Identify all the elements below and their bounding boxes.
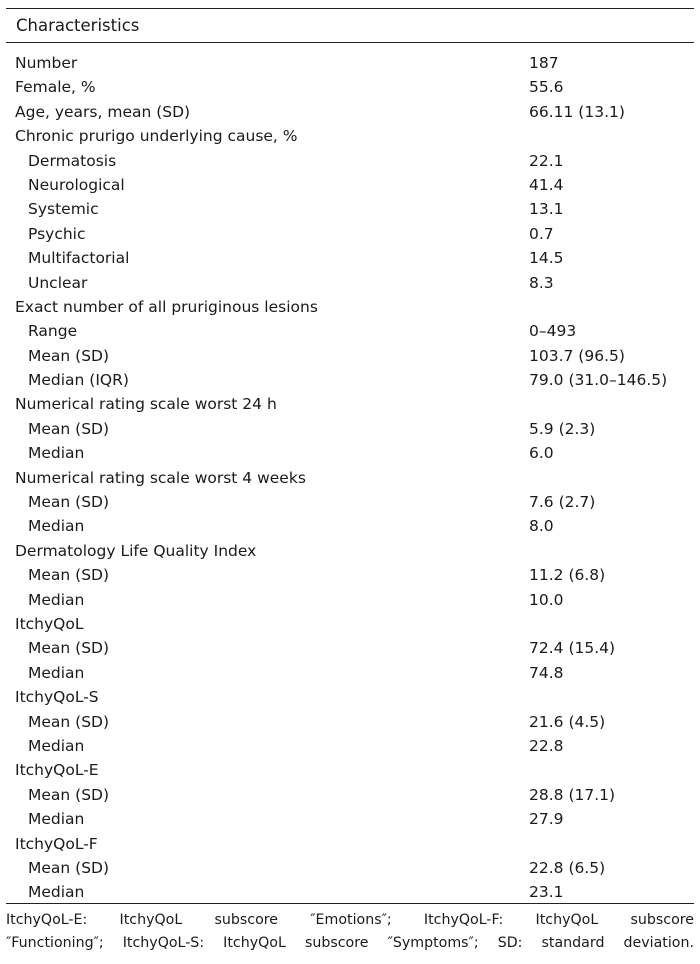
table-body (0, 51, 700, 905)
footnote-line-2: ″Functioning″; ItchyQoL-S: ItchyQoL subscore ″Symptoms″; SD: standard deviation. (6, 935, 694, 951)
table-row (0, 75, 700, 99)
table-row (0, 392, 700, 416)
table-footnote (6, 909, 694, 955)
row-label: Median (28, 444, 85, 463)
row-label: Median (28, 810, 85, 829)
row-label: Systemic (28, 200, 99, 219)
table-row (0, 368, 700, 392)
row-label: Neurological (28, 175, 125, 194)
row-label: Median (28, 590, 85, 609)
row-value: 28.8 (17.1) (529, 785, 616, 804)
row-label: Unclear (28, 273, 88, 292)
row-value: 55.6 (529, 78, 564, 97)
table-row (0, 832, 700, 856)
table-row (0, 880, 700, 904)
table-row (0, 319, 700, 343)
row-value: 21.6 (4.5) (529, 712, 606, 731)
footnote-line-1: ItchyQoL-E: ItchyQoL subscore ″Emotions″; ItchyQoL-F: ItchyQoL subscore (6, 912, 694, 928)
row-label: Number (15, 54, 78, 72)
table-row (0, 856, 700, 880)
table-top-rule (6, 8, 694, 9)
table-row (0, 661, 700, 685)
table-row (0, 197, 700, 221)
table-row (0, 441, 700, 465)
table-row (0, 563, 700, 587)
row-label: ItchyQoL-F (15, 834, 98, 853)
table-bottom-rule (6, 903, 694, 904)
table-row (0, 514, 700, 538)
row-value: 0–493 (529, 322, 577, 341)
table-row (0, 295, 700, 319)
table-row (0, 783, 700, 807)
row-value: 72.4 (15.4) (529, 639, 616, 658)
table-row (0, 417, 700, 441)
table-row (0, 539, 700, 563)
table-row (0, 710, 700, 734)
row-label: Chronic prurigo underlying cause, % (15, 127, 298, 146)
table-row (0, 271, 700, 295)
row-value: 5.9 (2.3) (529, 419, 596, 438)
row-value: 0.7 (529, 224, 554, 243)
row-value: 6.0 (529, 444, 554, 463)
row-label: Median (IQR) (28, 371, 129, 390)
row-label: Median (28, 517, 85, 536)
table-header-characteristics: Characteristics (16, 16, 140, 35)
row-value: 23.1 (529, 883, 564, 902)
row-label: Female, % (15, 78, 96, 97)
table-row (0, 124, 700, 148)
row-label: Mean (SD) (28, 712, 110, 731)
row-label: Exact number of all pruriginous lesions (15, 297, 318, 316)
row-label: Dermatosis (28, 151, 117, 170)
row-label: Mean (SD) (28, 566, 110, 585)
row-value: 66.11 (13.1) (529, 102, 625, 121)
row-label: Median (28, 736, 85, 755)
table-row (0, 51, 700, 75)
row-value: 27.9 (529, 810, 564, 829)
table-row (0, 758, 700, 782)
row-label: Median (28, 883, 85, 902)
row-label: Mean (SD) (28, 858, 110, 877)
row-label: Numerical rating scale worst 24 h (15, 395, 277, 414)
table-row (0, 222, 700, 246)
row-label: Dermatology Life Quality Index (15, 541, 257, 560)
row-value: 8.3 (529, 273, 554, 292)
table-row (0, 490, 700, 514)
row-value: 41.4 (529, 175, 564, 194)
table-row (0, 588, 700, 612)
table-row (0, 685, 700, 709)
table-row (0, 100, 700, 124)
table-row (0, 807, 700, 831)
row-value: 74.8 (529, 663, 564, 682)
row-label: ItchyQoL-E (15, 761, 99, 780)
table-header-rule (6, 42, 694, 43)
row-label: Mean (SD) (28, 419, 110, 438)
row-value: 10.0 (529, 590, 564, 609)
table-row (0, 173, 700, 197)
row-value: 7.6 (2.7) (529, 493, 596, 512)
row-label: Numerical rating scale worst 4 weeks (15, 468, 306, 487)
row-value: 13.1 (529, 200, 564, 219)
row-label: ItchyQoL-S (15, 688, 99, 707)
table-row (0, 734, 700, 758)
row-label: ItchyQoL (15, 614, 84, 633)
row-value: 103.7 (96.5) (529, 346, 625, 365)
table-row (0, 612, 700, 636)
table-row (0, 466, 700, 490)
row-value: 79.0 (31.0–146.5) (529, 371, 668, 390)
row-label: Multifactorial (28, 249, 130, 268)
table-row (0, 149, 700, 173)
table-row (0, 246, 700, 270)
row-label: Psychic (28, 224, 86, 243)
table-row (0, 344, 700, 368)
row-value: 8.0 (529, 517, 554, 536)
row-value: 22.1 (529, 151, 564, 170)
row-value: 22.8 (529, 736, 564, 755)
row-value: 11.2 (6.8) (529, 566, 606, 585)
row-label: Median (28, 663, 85, 682)
row-label: Range (28, 322, 78, 341)
row-label: Mean (SD) (28, 493, 110, 512)
row-label: Mean (SD) (28, 639, 110, 658)
table-row (0, 636, 700, 660)
row-value: 14.5 (529, 249, 564, 268)
row-label: Mean (SD) (28, 346, 110, 365)
row-value: 187 (529, 54, 559, 72)
row-label: Age, years, mean (SD) (15, 102, 191, 121)
row-label: Mean (SD) (28, 785, 110, 804)
row-value: 22.8 (6.5) (529, 858, 606, 877)
